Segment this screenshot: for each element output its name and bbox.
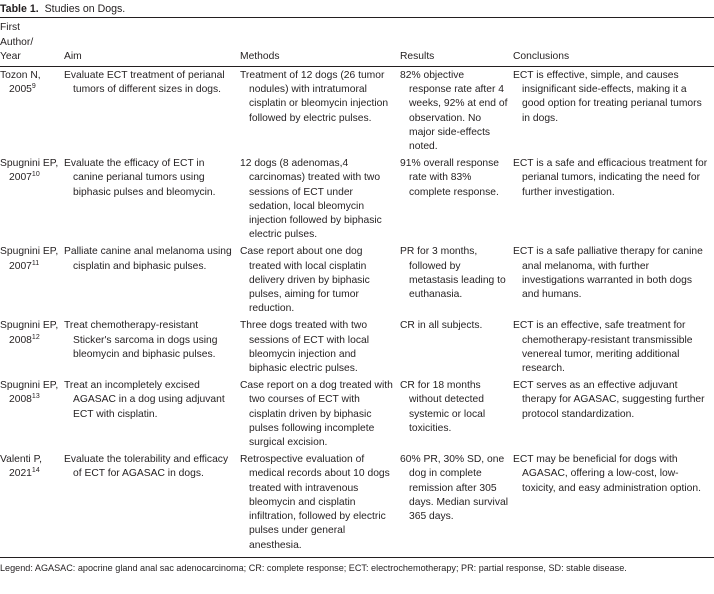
- reference-number: 9: [31, 83, 36, 91]
- table-row: [0, 377, 714, 451]
- cell-methods-content: [240, 319, 396, 376]
- cell-aim-text: Palliate canine anal melanoma using cisplatin and biphasic pulses.: [64, 246, 232, 272]
- cell-author-content: [0, 69, 60, 97]
- cell-aim: [64, 243, 240, 317]
- cell-results-content: [400, 245, 509, 302]
- cell-conclusions: [513, 317, 714, 377]
- header-methods: Methods: [240, 18, 400, 67]
- cell-results-content: [400, 379, 509, 436]
- header-author: [0, 18, 64, 67]
- cell-results-text: PR for 3 months, followed by metastasis leading to euthanasia.: [400, 246, 506, 301]
- table-body: [0, 67, 714, 554]
- cell-author: [0, 67, 64, 156]
- cell-author: [0, 155, 64, 243]
- cell-aim-text: Evaluate the efficacy of ECT in canine perianal tumors using biphasic pulses and bleomycin.: [64, 158, 216, 198]
- cell-aim: [64, 377, 240, 451]
- cell-methods-text: 12 dogs (8 adenomas,4 carcinomas) treated with two sessions of ECT under sedation, local bleomycin injection followed by biphasic electric pulses.: [240, 158, 382, 241]
- cell-author-content: [0, 379, 60, 407]
- cell-results-content: [400, 319, 509, 333]
- cell-methods-content: [240, 379, 396, 450]
- cell-conclusions-text: ECT is effective, simple, and causes insignificant side-effects, making it a good option for treating perianal tumors in dogs.: [513, 70, 702, 124]
- cell-conclusions-content: [513, 453, 710, 496]
- cell-aim-text: Evaluate ECT treatment of perianal tumors of different sizes in dogs.: [64, 70, 225, 96]
- cell-author-text: Spugnini EP, 2007: [0, 158, 59, 184]
- cell-conclusions: [513, 451, 714, 553]
- cell-conclusions-text: ECT is a safe palliative therapy for canine anal melanoma, with further investigations warranted in both dogs and humans.: [513, 246, 703, 301]
- bottom-rule: [0, 557, 714, 558]
- cell-methods-text: Case report about one dog treated with local cisplatin delivery driven by biphasic pulses, aiming for tumor reduction.: [240, 246, 370, 315]
- cell-author-text: Valenti P, 2021: [0, 454, 42, 480]
- cell-conclusions: [513, 155, 714, 243]
- cell-results: [400, 67, 513, 156]
- cell-conclusions-text: ECT may be beneficial for dogs with AGASAC, offering a low-cost, low-toxicity, and easy administration option.: [513, 454, 701, 494]
- table-row: [0, 317, 714, 377]
- cell-author: [0, 243, 64, 317]
- cell-results: [400, 243, 513, 317]
- cell-aim-content: [64, 69, 236, 97]
- cell-results-content: [400, 69, 509, 154]
- header-row: [0, 18, 714, 67]
- cell-conclusions-content: [513, 157, 710, 200]
- table-title: [0, 2, 714, 16]
- cell-methods: [240, 317, 400, 377]
- cell-author-text: Spugnini EP, 2007: [0, 246, 59, 272]
- cell-methods-text: Treatment of 12 dogs (26 tumor nodules) with intratumoral cisplatin or bleomycin injection followed by electric pulses.: [240, 70, 389, 124]
- cell-methods: [240, 243, 400, 317]
- cell-methods-text: Case report on a dog treated with two courses of ECT with cisplatin driven by biphasic pulses following incomplete surgical excision.: [240, 380, 393, 449]
- header-results: Results: [400, 18, 513, 67]
- cell-author: [0, 317, 64, 377]
- cell-results-content: [400, 453, 509, 524]
- table-row: [0, 155, 714, 243]
- cell-conclusions-content: [513, 319, 710, 376]
- cell-aim-text: Treat an incompletely excised AGASAC in a dog using adjuvant ECT with cisplatin.: [64, 380, 225, 420]
- cell-conclusions-content: [513, 69, 710, 126]
- table-legend: Legend: AGASAC: apocrine gland anal sac adenocarcinoma; CR: complete response; ECT: electrochemotherapy; PR: partial response, SD: stable disease.: [0, 562, 627, 573]
- cell-methods: [240, 67, 400, 156]
- header-conclusions: Conclusions: [513, 18, 714, 67]
- cell-aim-content: [64, 453, 236, 481]
- table-caption: Studies on Dogs.: [44, 3, 126, 15]
- cell-methods: [240, 451, 400, 553]
- cell-aim: [64, 67, 240, 156]
- cell-results-text: CR for 18 months without detected systemic or local toxicities.: [400, 380, 486, 434]
- cell-author-content: [0, 319, 60, 347]
- reference-number: 12: [31, 333, 40, 341]
- cell-aim-content: [64, 319, 236, 362]
- cell-methods-text: Three dogs treated with two sessions of ECT with local bleomycin injection and biphasic electric pulses.: [240, 320, 369, 375]
- cell-aim: [64, 317, 240, 377]
- cell-aim-text: Evaluate the tolerability and efficacy of ECT for AGASAC in dogs.: [64, 454, 229, 480]
- reference-number: 10: [31, 171, 40, 179]
- cell-author-text: Tozon N, 2005: [0, 70, 41, 96]
- cell-author: [0, 377, 64, 451]
- cell-aim-content: [64, 379, 236, 422]
- cell-results-text: 91% overall response rate with 83% complete response.: [400, 158, 500, 198]
- cell-methods: [240, 377, 400, 451]
- table-row: [0, 451, 714, 553]
- cell-conclusions-text: ECT serves as an effective adjuvant therapy for AGASAC, suggesting further protocol standardization.: [513, 380, 705, 420]
- reference-number: 14: [31, 467, 40, 475]
- cell-aim-text: Treat chemotherapy-resistant Sticker's sarcoma in dogs using bleomycin and biphasic pulses.: [64, 320, 218, 360]
- cell-results-text: CR in all subjects.: [400, 320, 483, 332]
- studies-table: [0, 18, 714, 554]
- cell-conclusions-text: ECT is an effective, safe treatment for chemotherapy-resistant transmissible venereal tumor, meriting additional research.: [513, 320, 693, 375]
- cell-aim-content: [64, 245, 236, 273]
- cell-aim-content: [64, 157, 236, 200]
- cell-results: [400, 451, 513, 553]
- header-author-text: First Author/ Year: [0, 22, 34, 62]
- cell-results: [400, 377, 513, 451]
- cell-methods-content: [240, 157, 396, 242]
- cell-aim: [64, 155, 240, 243]
- cell-methods-content: [240, 245, 396, 316]
- table-row: [0, 67, 714, 156]
- table-label: Table 1.: [0, 3, 39, 15]
- reference-number: 13: [31, 393, 40, 401]
- cell-results-content: [400, 157, 509, 200]
- cell-conclusions-content: [513, 245, 710, 302]
- cell-methods-text: Retrospective evaluation of medical records about 10 dogs treated with intravenous bleomycin and cisplatin infiltration, followed by electric pulses under general anesthesia.: [240, 454, 390, 551]
- cell-author: [0, 451, 64, 553]
- cell-author-text: Spugnini EP, 2008: [0, 320, 59, 346]
- reference-number: 11: [31, 259, 40, 267]
- cell-methods-content: [240, 69, 396, 126]
- cell-author-content: [0, 157, 60, 185]
- cell-conclusions: [513, 243, 714, 317]
- cell-author-content: [0, 245, 60, 273]
- cell-results: [400, 155, 513, 243]
- cell-results: [400, 317, 513, 377]
- cell-author-text: Spugnini EP, 2008: [0, 380, 59, 406]
- cell-methods: [240, 155, 400, 243]
- cell-results-text: 60% PR, 30% SD, one dog in complete remission after 305 days. Median survival 365 days.: [400, 454, 509, 523]
- cell-conclusions-text: ECT is a safe and efficacious treatment for perianal tumors, indicating the need for further investigation.: [513, 158, 708, 198]
- header-aim: Aim: [64, 18, 240, 67]
- cell-methods-content: [240, 453, 396, 552]
- cell-conclusions: [513, 377, 714, 451]
- cell-results-text: 82% objective response rate after 4 weeks, 92% at end of observation. No major side-effects noted.: [400, 70, 508, 153]
- cell-aim: [64, 451, 240, 553]
- cell-conclusions-content: [513, 379, 710, 422]
- cell-conclusions: [513, 67, 714, 156]
- cell-author-content: [0, 453, 60, 481]
- table-row: [0, 243, 714, 317]
